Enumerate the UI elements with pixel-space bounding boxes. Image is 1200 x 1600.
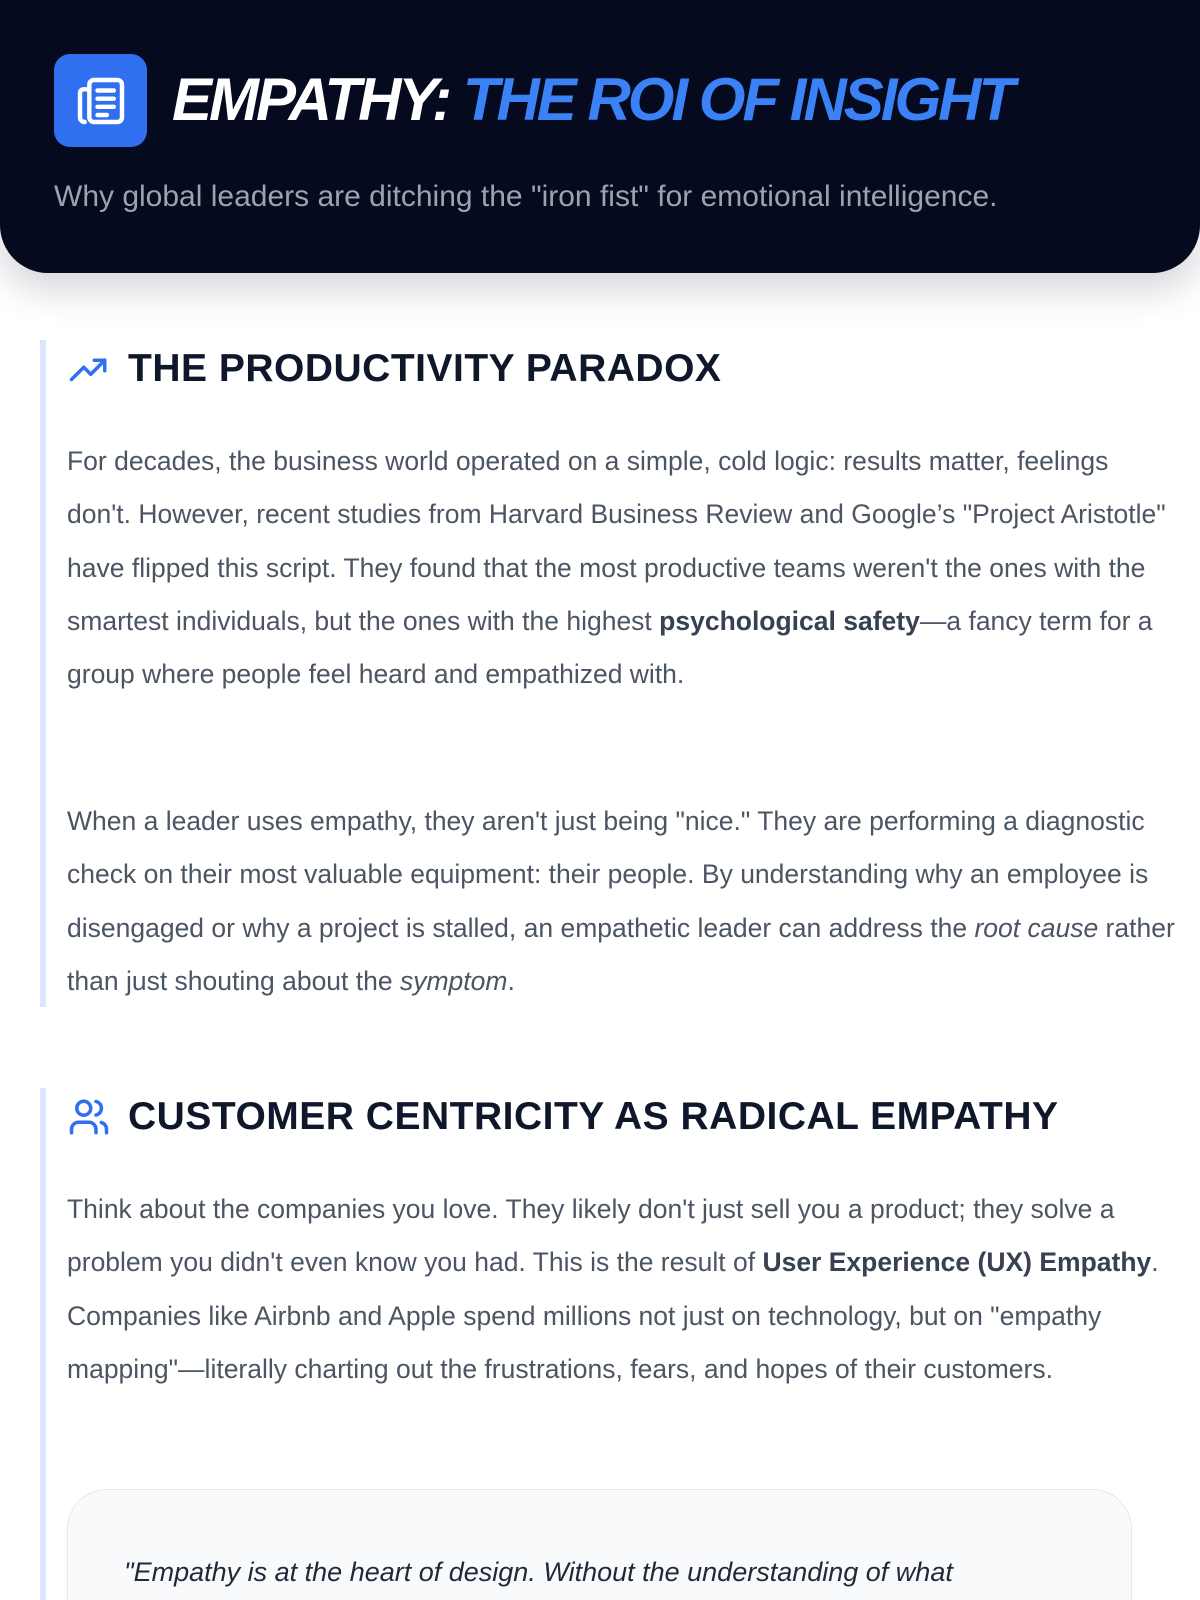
users-icon [68,1096,110,1138]
page-subtitle: Why global leaders are ditching the "iron fist" for emotional intelligence. [54,180,998,213]
trending-up-icon [68,348,110,390]
paragraph-text: When a leader uses empathy, they aren't just being "nice." They are performing a diagnostic check on their most valuable equipment: their people. By understanding why an employee is disengaged or why a project is stalled, an empathetic leader can address the [67,806,1149,943]
paragraph-text: For decades, the business world operated on a simple, cold logic: results matter, feelings don't. However, recent studies from Harvard Business Review and Google’s "Project Aristotle" have flipped this script. They found that the most productive teams weren't the ones with the smartest individuals, but the ones with the highest [67,446,1166,636]
paragraph-text: rather than just shouting about the [67,912,1175,996]
bold-term: psychological safety [659,605,920,636]
pull-quote [67,1489,1132,1600]
section-title: THE PRODUCTIVITY PARADOX [128,347,722,390]
section-heading [46,340,1156,394]
paragraph-text: . Companies like Airbnb and Apple spend millions not just on technology, but on "empathy mapping"—literally charting out the frustrations, fears, and hopes of their customers. [67,1247,1159,1384]
quote-text: "Empathy is at the heart of design. Without the understanding of what [124,1557,953,1587]
section-customer-centricity [40,1088,1160,1600]
italic-term: root cause [974,912,1099,943]
paragraph [67,1183,1177,1396]
paragraph [67,435,1177,701]
bold-term: User Experience (UX) Empathy [762,1247,1152,1278]
section-title: CUSTOMER CENTRICITY AS RADICAL EMPATHY [128,1095,1059,1138]
paragraph-text: —a fancy term for a group where people feel heard and empathized with. [67,605,1153,690]
article-header [0,0,1200,273]
page-title [172,64,1172,136]
paragraph [67,795,1177,1008]
italic-term: symptom [399,965,508,996]
title-accent: THE ROI OF INSIGHT [462,66,1013,133]
newspaper-icon [54,54,147,147]
title-main: EMPATHY: [172,66,450,133]
paragraph-text: Think about the companies you love. They likely don't just sell you a product; they solve a problem you didn't even know you had. This is the result of [67,1194,1115,1278]
section-heading [46,1088,1156,1142]
section-productivity-paradox [40,340,1175,1007]
paragraph-text: . [507,965,515,996]
